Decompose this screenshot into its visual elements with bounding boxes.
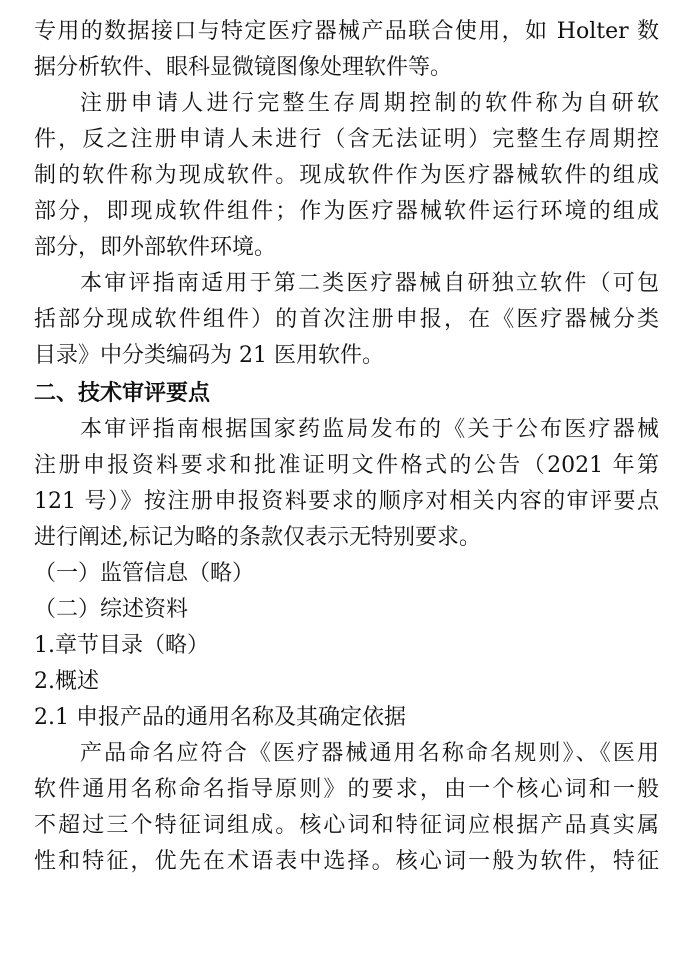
item-heading: 2.概述 [34, 669, 99, 694]
text-line: 部分，即现成软件组件；作为医疗器械软件运行环境的组成 [34, 199, 659, 224]
text-line: 括部分现成软件组件）的首次注册申报，在《医疗器械分类 [34, 307, 659, 332]
subsection-heading: （二）综述资料 [34, 597, 189, 622]
text-line: 件，反之注册申请人未进行（含无法证明）完整生存周期控 [34, 127, 659, 152]
text-line: 专用的数据接口与特定医疗器械产品联合使用，如 Holter 数 [34, 19, 659, 44]
text-line: 进行阐述,标记为略的条款仅表示无特别要求。 [34, 525, 481, 550]
paragraph-start-line: 注册申请人进行完整生存周期控制的软件称为自研软 [80, 91, 659, 116]
subsection-heading: （一）监管信息（略） [34, 561, 255, 586]
item-heading: 1.章节目录（略） [34, 633, 209, 658]
text-line: 部分，即外部软件环境。 [34, 235, 277, 260]
text-line: 制的软件称为现成软件。现成软件作为医疗器械软件的组成 [34, 163, 659, 188]
text-line: 121 号）》按注册申报资料要求的顺序对相关内容的审评要点 [34, 489, 659, 514]
text-line: 不超过三个特征词组成。核心词和特征词应根据产品真实属 [34, 813, 659, 838]
paragraph-start-line: 产品命名应符合《医疗器械通用名称命名规则》、《医用 [80, 741, 659, 766]
text-line: 目录》中分类编码为 21 医用软件。 [34, 343, 384, 368]
text-line: 注册申报资料要求和批准证明文件格式的公告（2021 年第 [34, 453, 659, 478]
text-line: 软件通用名称命名指导原则》的要求，由一个核心词和一般 [34, 777, 659, 802]
item-heading: 2.1 申报产品的通用名称及其确定依据 [34, 705, 406, 730]
paragraph-start-line: 本审评指南适用于第二类医疗器械自研独立软件（可包 [80, 271, 659, 296]
paragraph-start-line: 本审评指南根据国家药监局发布的《关于公布医疗器械 [80, 417, 659, 442]
text-line: 性和特征，优先在术语表中选择。核心词一般为软件，特征 [34, 849, 659, 874]
section-heading: 二、技术审评要点 [34, 381, 211, 406]
text-line: 据分析软件、眼科显微镜图像处理软件等。 [34, 55, 453, 80]
